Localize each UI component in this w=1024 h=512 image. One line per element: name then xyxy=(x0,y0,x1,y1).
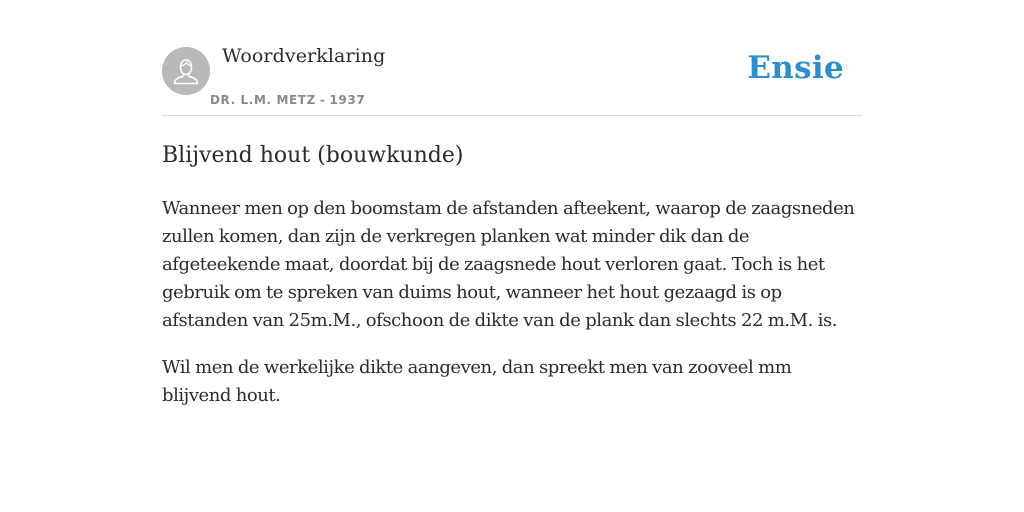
publication-year: 1937 xyxy=(329,93,366,107)
byline xyxy=(210,93,365,107)
user-icon[interactable] xyxy=(162,47,210,95)
article-paragraph: Wanneer men op den boomstam de afstanden afteekent, waarop de zaagsneden zullen komen, dan zijn de verkregen planken wat minder dik dan de afgeteekende maat, doordat bij de zaagsnede hout verloren gaat. Toch is het gebruik om te spreken van duims hout, wanneer het hout gezaagd is op afstanden van 25m.M., ofschoon de dikte van de plank dan slechts 22 m.M. is. xyxy=(162,198,855,331)
article-title: Blijvend hout (bouwkunde) xyxy=(162,143,464,168)
article-header xyxy=(162,0,862,116)
category-label[interactable]: Woordverklaring xyxy=(222,45,386,67)
byline-separator: - xyxy=(319,93,326,107)
article-paragraph: Wil men de werkelijke dikte aangeven, dan spreekt men van zooveel mm blijvend hout. xyxy=(162,357,792,406)
author-name[interactable]: DR. L.M. METZ xyxy=(210,93,316,107)
article-card xyxy=(162,0,862,410)
brand-logo[interactable]: Ensie xyxy=(747,50,844,86)
